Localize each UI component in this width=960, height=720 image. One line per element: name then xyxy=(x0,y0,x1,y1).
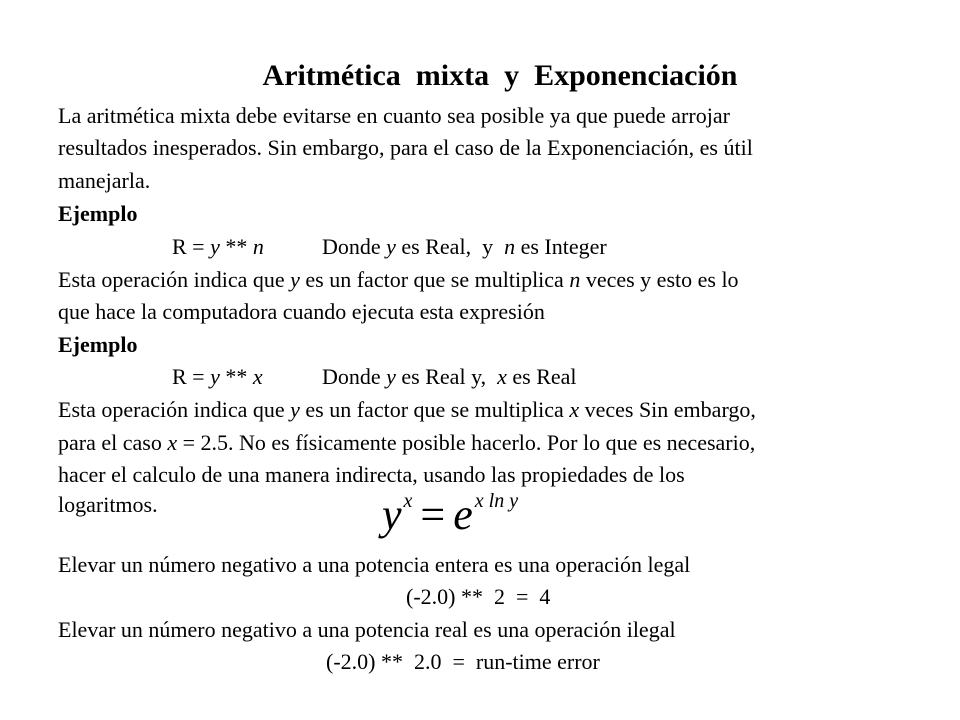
intro-line-3: manejarla. xyxy=(58,168,151,193)
formula-exponent-x: x xyxy=(403,490,413,512)
example-1-explanation-1: Esta operación indica que y es un factor que se multiplica n veces y esto es lo xyxy=(58,267,739,292)
example-2-explanation-3: hacer el calculo de una manera indirecta, usando las propiedades de los xyxy=(58,462,685,487)
formula-base-e: e xyxy=(453,490,473,539)
page-title: Aritmética mixta y Exponenciación xyxy=(262,59,738,92)
example-2-explanation-4: logaritmos. xyxy=(58,492,158,517)
negative-integer-example: (-2.0) ** 2 = 4 xyxy=(406,584,551,609)
exponent-formula xyxy=(382,490,518,548)
negative-integer-statement: Elevar un número negativo a una potencia entera es una operación legal xyxy=(58,552,691,577)
formula-exponent-rhs: x ln y xyxy=(474,490,519,512)
formula-equals: = xyxy=(420,490,446,539)
intro-line-2: resultados inesperados. Sin embargo, para el caso de la Exponenciación, es útil xyxy=(58,135,753,160)
negative-real-statement: Elevar un número negativo a una potencia real es una operación ilegal xyxy=(58,617,676,642)
example-2-explanation-2: para el caso x = 2.5. No es físicamente posible hacerlo. Por lo que es necesario, xyxy=(58,430,756,455)
formula-base-y: y xyxy=(382,490,402,539)
example-2-expression: R = y ** x Donde y es Real y, x es Real xyxy=(172,364,577,389)
example-1-expression: R = y ** n Donde y es Real, y n es Integer xyxy=(172,234,607,259)
intro-line-1: La aritmética mixta debe evitarse en cuanto sea posible ya que puede arrojar xyxy=(58,103,730,128)
example-2-heading: Ejemplo xyxy=(58,332,138,357)
negative-real-example: (-2.0) ** 2.0 = run-time error xyxy=(326,649,600,674)
example-1-explanation-2: que hace la computadora cuando ejecuta esta expresión xyxy=(58,299,545,324)
example-1-heading: Ejemplo xyxy=(58,201,138,226)
example-2-explanation-1: Esta operación indica que y es un factor que se multiplica x veces Sin embargo, xyxy=(58,397,756,422)
